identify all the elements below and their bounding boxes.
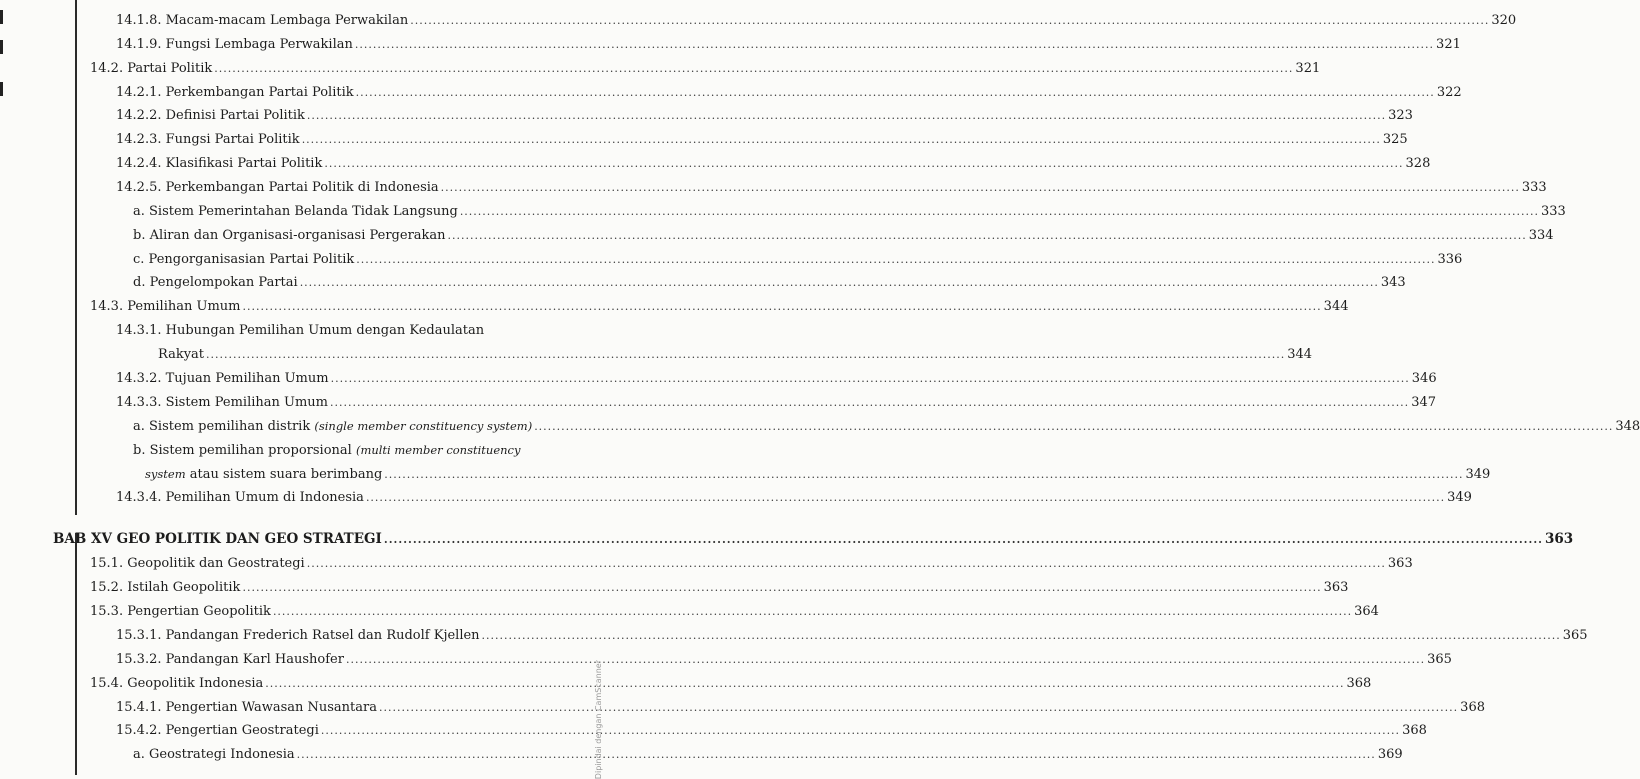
leader-dots	[346, 652, 1425, 668]
toc-entry: a. Geostrategi Indonesia ..... 369	[133, 747, 543, 763]
page-edge-mark	[0, 82, 3, 96]
toc-entry: b. Aliran dan Organisasi-organisasi Pergerakan ..... 334	[133, 228, 543, 244]
toc-vertical-rule	[75, 533, 77, 775]
toc-entry: 14.2.2. Definisi Partai Politik ..... 323	[116, 108, 543, 124]
toc-entry: 14.3.1. Hubungan Pemilihan Umum dengan Kedaulatan	[116, 323, 485, 338]
toc-entry: 14.2.4. Klasifikasi Partai Politik ..... 328	[116, 156, 543, 172]
toc-entry: 14.2.1. Perkembangan Partai Politik ..... 322	[116, 85, 543, 101]
toc-entry: 15.2. Istilah Geopolitik ..... 363	[90, 580, 543, 596]
leader-dots	[307, 556, 1386, 572]
toc-entry: Rakyat ..... 344	[158, 347, 543, 363]
page-edge-mark	[0, 40, 3, 54]
leader-dots	[300, 275, 1379, 291]
chapter-heading: BAB XV GEO POLITIK DAN GEO STRATEGI ..... 363	[53, 531, 543, 548]
leader-dots	[302, 132, 1381, 148]
leader-dots	[206, 347, 1285, 363]
toc-entry: system atau sistem suara berimbang ..... 349	[145, 466, 543, 483]
leader-dots	[460, 204, 1539, 220]
leader-dots	[307, 108, 1386, 124]
toc-entry: 15.3. Pengertian Geopolitik ..... 364	[90, 604, 543, 620]
toc-entry: 14.1.9. Fungsi Lembaga Perwakilan ..... 321	[116, 37, 543, 53]
toc-entry: 14.1.8. Macam-macam Lembaga Perwakilan ..... 320	[116, 13, 543, 29]
leader-dots	[214, 61, 1293, 77]
leader-dots	[534, 419, 1613, 435]
leader-dots	[379, 700, 1458, 716]
toc-entry: 15.3.2. Pandangan Karl Haushofer ..... 365	[116, 652, 543, 668]
page-edge-mark	[0, 10, 3, 24]
leader-dots	[356, 252, 1435, 268]
toc-entry: b. Sistem pemilihan proporsional (multi member constituency	[133, 443, 521, 458]
leader-dots	[366, 490, 1445, 506]
leader-dots	[273, 604, 1352, 620]
toc-entry: d. Pengelompokan Partai ..... 343	[133, 275, 543, 291]
leader-dots	[441, 180, 1520, 196]
toc-vertical-rule	[75, 0, 77, 515]
toc-entry: c. Pengorganisasian Partai Politik ..... 336	[133, 252, 543, 268]
toc-entry: 14.2. Partai Politik ..... 321	[90, 61, 543, 77]
leader-dots	[330, 395, 1409, 411]
toc-entry: a. Sistem Pemerintahan Belanda Tidak Langsung ..... 333	[133, 204, 543, 220]
leader-dots	[324, 156, 1403, 172]
toc-entry: 14.2.3. Fungsi Partai Politik ..... 325	[116, 132, 543, 148]
toc-entry: 14.3.2. Tujuan Pemilihan Umum ..... 346	[116, 371, 543, 387]
leader-dots	[355, 37, 1434, 53]
leader-dots	[410, 13, 1489, 29]
toc-entry: 14.2.5. Perkembangan Partai Politik di Indonesia ..... 333	[116, 180, 543, 196]
toc-entry: 15.1. Geopolitik dan Geostrategi ..... 363	[90, 556, 543, 572]
toc-entry: a. Sistem pemilihan distrik (single member constituency system) ..... 348	[133, 418, 543, 435]
leader-dots	[384, 467, 1463, 483]
leader-dots	[321, 723, 1400, 739]
toc-entry: 15.4.2. Pengertian Geostrategi ..... 368	[116, 723, 543, 739]
leader-dots	[242, 580, 1321, 596]
leader-dots	[265, 676, 1344, 692]
toc-entry: 14.3.3. Sistem Pemilihan Umum ..... 347	[116, 395, 543, 411]
leader-dots	[331, 371, 1410, 387]
toc-entry: 14.3.4. Pemilihan Umum di Indonesia ..... 349	[116, 490, 543, 506]
leader-dots	[448, 228, 1527, 244]
scanner-watermark: Dipindai dengan CamScanner	[594, 660, 603, 779]
toc-entry: 15.4. Geopolitik Indonesia ..... 368	[90, 676, 543, 692]
leader-dots	[384, 532, 1543, 548]
leader-dots	[242, 299, 1321, 315]
leader-dots	[297, 747, 1376, 763]
toc-entry: 15.4.1. Pengertian Wawasan Nusantara ..... 368	[116, 700, 543, 716]
toc-entry: 15.3.1. Pandangan Frederich Ratsel dan Rudolf Kjellen ..... 365	[116, 628, 543, 644]
leader-dots	[356, 85, 1435, 101]
leader-dots	[482, 628, 1561, 644]
toc-entry: 14.3. Pemilihan Umum ..... 344	[90, 299, 543, 315]
